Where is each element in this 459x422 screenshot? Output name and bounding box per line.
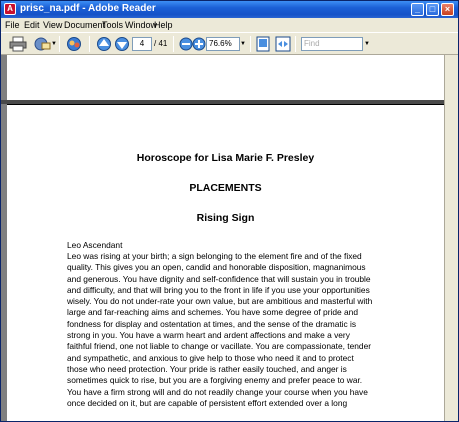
print-icon[interactable]: [9, 36, 27, 52]
toolbar-separator: [59, 36, 60, 52]
document-viewport[interactable]: [1, 55, 458, 422]
title-bar[interactable]: [1, 1, 458, 18]
menu-file[interactable]: File: [5, 20, 20, 30]
vertical-scrollbar[interactable]: [444, 55, 458, 422]
find-input[interactable]: Find: [301, 37, 363, 51]
email-icon[interactable]: [33, 36, 51, 52]
body-line: and difficulty, and that will bring you to the front in life if you use your opportunities: [67, 284, 370, 295]
menu-bar: [1, 18, 458, 32]
toolbar-separator: [295, 36, 296, 52]
find-dropdown-icon[interactable]: ▼: [364, 41, 370, 47]
zoom-dropdown-icon[interactable]: ▼: [240, 41, 246, 47]
menu-help[interactable]: Help: [154, 20, 173, 30]
page-number-input[interactable]: 4: [132, 37, 152, 51]
previous-page-icon[interactable]: [95, 36, 113, 52]
toolbar-separator: [250, 36, 251, 52]
body-line: Leo was rising at your birth; a sign belonging to the element fire and of the fixed: [67, 251, 362, 261]
body-line: large and far-reaching aims and schemes. You have some degree of pride and: [67, 307, 358, 318]
document-page: [7, 104, 444, 422]
body-line: those who need protection. Your pride is rather easily touched, and anger is: [67, 363, 347, 374]
menu-document[interactable]: Document: [64, 20, 106, 30]
zoom-level-input[interactable]: 76.6%: [206, 37, 240, 51]
body-line: strong in you. You have a warm heart and ardent affections and make a very: [67, 330, 350, 341]
ascendant-label: Leo Ascendant: [67, 240, 123, 250]
menu-edit[interactable]: Edit: [24, 20, 40, 30]
fit-width-icon[interactable]: [274, 36, 292, 52]
menu-tools[interactable]: Tools: [102, 20, 124, 30]
previous-page-bottom: [7, 55, 444, 100]
body-line: fondness for display and ostentation at times, and the sense of the dramatic is: [67, 318, 357, 329]
toolbar-separator: [173, 36, 174, 52]
page-total: / 41: [154, 39, 168, 48]
toolbar: [1, 32, 458, 55]
maximize-button[interactable]: □: [426, 3, 439, 16]
body-line: faithful friend, one not liable to change or vacillate. You are compassionate, tender: [67, 341, 372, 352]
subsection-heading: Rising Sign: [196, 212, 255, 224]
close-button[interactable]: ×: [441, 3, 454, 16]
body-line: wisely. You do not under-rate your own value, but are ambitious and masterful with: [67, 296, 373, 307]
body-line: and generous. You have dignity and self-confidence that will sustain you in trouble: [67, 273, 371, 284]
body-line: You have a firm strong will and do not readily change your course when you have: [67, 386, 368, 397]
review-icon[interactable]: [65, 36, 83, 52]
document-body: [67, 251, 397, 409]
minimize-button[interactable]: _: [411, 3, 424, 16]
body-line: quality. This gives you an open, candid and honorable disposition, magnanimous: [67, 262, 366, 273]
menu-view[interactable]: View: [43, 20, 63, 30]
menu-window[interactable]: Window: [125, 20, 158, 30]
section-heading: PLACEMENTS: [189, 182, 262, 194]
body-line: once decided on it, but are capable of persistent effort extended over a long: [67, 397, 348, 408]
toolbar-separator: [89, 36, 90, 52]
next-page-icon[interactable]: [113, 36, 131, 52]
body-line: sometimes quick to rise, but you are a forgiving enemy and prefer peace to war.: [67, 375, 363, 386]
document-title: Horoscope for Lisa Marie F. Presley: [136, 152, 315, 164]
body-line: and sympathetic, and anxious to give help to those who need it and to protect: [67, 352, 354, 363]
window-title: prisc_na.pdf - Adobe Reader: [20, 3, 156, 14]
fit-page-icon[interactable]: [254, 36, 272, 52]
adobe-reader-icon: A: [4, 3, 16, 15]
chevron-down-icon[interactable]: ▼: [51, 41, 57, 47]
